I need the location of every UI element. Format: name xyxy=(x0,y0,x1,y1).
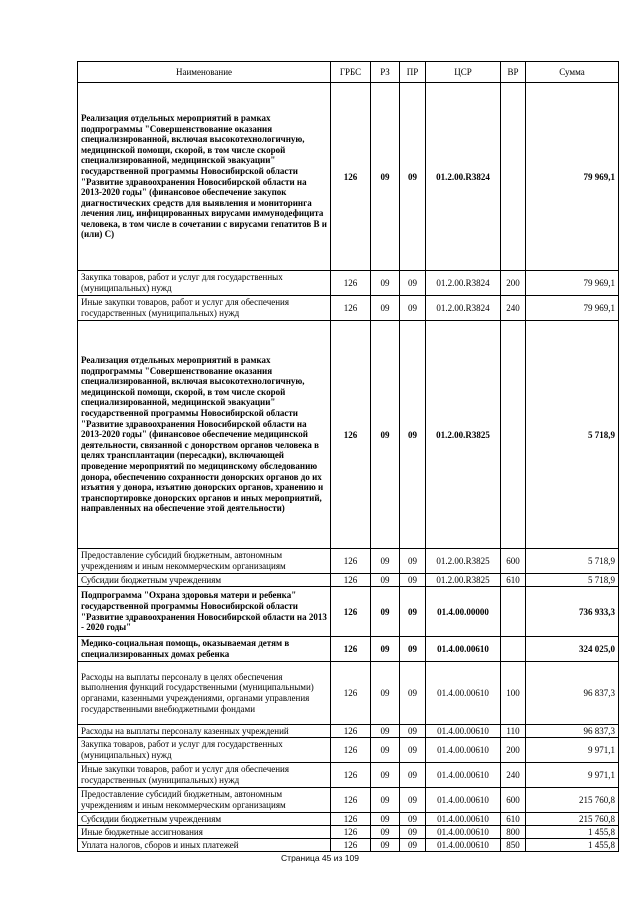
cell-csr: 01.4.00.00610 xyxy=(426,826,501,839)
cell-name: Закупка товаров, работ и услуг для государственных (муниципальных) нужд xyxy=(78,738,331,763)
cell-pr: 09 xyxy=(400,587,426,637)
cell-csr: 01.2.00.R3824 xyxy=(426,83,501,271)
table-row xyxy=(78,637,619,662)
table-row xyxy=(78,788,619,813)
cell-rz: 09 xyxy=(371,549,400,574)
header-rz: РЗ xyxy=(371,62,400,83)
cell-name: Расходы на выплаты персоналу казенных учреждений xyxy=(78,725,331,738)
cell-pr: 09 xyxy=(400,662,426,725)
cell-pr: 09 xyxy=(400,813,426,826)
cell-name: Иные бюджетные ассигнования xyxy=(78,826,331,839)
cell-pr: 09 xyxy=(400,549,426,574)
table-row xyxy=(78,271,619,296)
cell-csr: 01.4.00.00610 xyxy=(426,813,501,826)
cell-grbs: 126 xyxy=(331,321,371,549)
cell-csr: 01.4.00.00610 xyxy=(426,738,501,763)
header-csr: ЦСР xyxy=(426,62,501,83)
cell-csr: 01.4.00.00610 xyxy=(426,788,501,813)
cell-grbs: 126 xyxy=(331,296,371,321)
budget-table xyxy=(77,61,619,852)
table-row xyxy=(78,839,619,852)
cell-name: Медико-социальная помощь, оказываемая детям в специализированных домах ребенка xyxy=(78,637,331,662)
table-header-row xyxy=(78,62,619,83)
cell-rz: 09 xyxy=(371,763,400,788)
page-number: Страница 45 из 109 xyxy=(281,853,359,863)
cell-pr: 09 xyxy=(400,788,426,813)
cell-csr: 01.2.00.R3824 xyxy=(426,271,501,296)
table-row xyxy=(78,662,619,725)
cell-sum: 736 933,3 xyxy=(526,587,619,637)
cell-vr xyxy=(501,637,526,662)
cell-vr: 200 xyxy=(501,738,526,763)
cell-name: Иные закупки товаров, работ и услуг для обеспечения государственных (муниципальных) нужд xyxy=(78,763,331,788)
table-row xyxy=(78,574,619,587)
header-sum: Сумма xyxy=(526,62,619,83)
cell-sum: 79 969,1 xyxy=(526,83,619,271)
cell-sum: 5 718,9 xyxy=(526,321,619,549)
cell-csr: 01.2.00.R3824 xyxy=(426,296,501,321)
cell-name: Предоставление субсидий бюджетным, автономным учреждениям и иным некоммерческим организациям xyxy=(78,788,331,813)
cell-csr: 01.4.00.00610 xyxy=(426,763,501,788)
cell-pr: 09 xyxy=(400,574,426,587)
cell-pr: 09 xyxy=(400,725,426,738)
cell-grbs: 126 xyxy=(331,83,371,271)
cell-csr: 01.2.00.R3825 xyxy=(426,321,501,549)
cell-rz: 09 xyxy=(371,296,400,321)
cell-grbs: 126 xyxy=(331,839,371,852)
cell-pr: 09 xyxy=(400,738,426,763)
cell-vr: 600 xyxy=(501,549,526,574)
table-row xyxy=(78,296,619,321)
cell-grbs: 126 xyxy=(331,788,371,813)
table-body xyxy=(78,83,619,852)
cell-grbs: 126 xyxy=(331,574,371,587)
cell-sum: 79 969,1 xyxy=(526,296,619,321)
cell-rz: 09 xyxy=(371,83,400,271)
header-vr: ВР xyxy=(501,62,526,83)
cell-name: Субсидии бюджетным учреждениям xyxy=(78,574,331,587)
cell-vr: 610 xyxy=(501,813,526,826)
cell-sum: 9 971,1 xyxy=(526,738,619,763)
cell-rz: 09 xyxy=(371,738,400,763)
cell-sum: 1 455,8 xyxy=(526,826,619,839)
cell-name: Иные закупки товаров, работ и услуг для обеспечения государственных (муниципальных) нужд xyxy=(78,296,331,321)
table-row xyxy=(78,763,619,788)
cell-vr: 240 xyxy=(501,296,526,321)
cell-grbs: 126 xyxy=(331,813,371,826)
cell-grbs: 126 xyxy=(331,662,371,725)
cell-sum: 215 760,8 xyxy=(526,788,619,813)
header-grbs: ГРБС xyxy=(331,62,371,83)
cell-csr: 01.4.00.00000 xyxy=(426,587,501,637)
cell-vr: 610 xyxy=(501,574,526,587)
cell-vr: 100 xyxy=(501,662,526,725)
cell-csr: 01.2.00.R3825 xyxy=(426,549,501,574)
cell-sum: 1 455,8 xyxy=(526,839,619,852)
cell-pr: 09 xyxy=(400,839,426,852)
cell-sum: 9 971,1 xyxy=(526,763,619,788)
cell-grbs: 126 xyxy=(331,738,371,763)
cell-rz: 09 xyxy=(371,574,400,587)
header-pr: ПР xyxy=(400,62,426,83)
cell-grbs: 126 xyxy=(331,549,371,574)
cell-rz: 09 xyxy=(371,662,400,725)
budget-table-container xyxy=(77,61,618,852)
cell-grbs: 126 xyxy=(331,637,371,662)
cell-sum: 96 837,3 xyxy=(526,725,619,738)
table-row xyxy=(78,549,619,574)
cell-vr: 200 xyxy=(501,271,526,296)
cell-vr xyxy=(501,587,526,637)
cell-sum: 5 718,9 xyxy=(526,549,619,574)
cell-name: Закупка товаров, работ и услуг для государственных (муниципальных) нужд xyxy=(78,271,331,296)
cell-csr: 01.4.00.00610 xyxy=(426,662,501,725)
cell-sum: 5 718,9 xyxy=(526,574,619,587)
cell-sum: 79 969,1 xyxy=(526,271,619,296)
cell-vr xyxy=(501,321,526,549)
cell-pr: 09 xyxy=(400,826,426,839)
cell-pr: 09 xyxy=(400,271,426,296)
cell-name: Расходы на выплаты персоналу в целях обеспечения выполнения функций государственными (муниципальными) органами, казенными учреждениями, органами управления государственными внебюджетными фондами xyxy=(78,662,331,725)
cell-rz: 09 xyxy=(371,826,400,839)
cell-grbs: 126 xyxy=(331,763,371,788)
cell-rz: 09 xyxy=(371,637,400,662)
cell-csr: 01.4.00.00610 xyxy=(426,637,501,662)
cell-grbs: 126 xyxy=(331,826,371,839)
cell-grbs: 126 xyxy=(331,587,371,637)
table-row xyxy=(78,83,619,271)
cell-sum: 324 025,0 xyxy=(526,637,619,662)
cell-name: Подпрограмма "Охрана здоровья матери и ребенка" государственной программы Новосибирской области "Развитие здравоохранения Новосибирской области на 2013 - 2020 годы" xyxy=(78,587,331,637)
cell-vr xyxy=(501,83,526,271)
cell-pr: 09 xyxy=(400,763,426,788)
cell-pr: 09 xyxy=(400,321,426,549)
cell-name: Уплата налогов, сборов и иных платежей xyxy=(78,839,331,852)
cell-rz: 09 xyxy=(371,725,400,738)
table-row xyxy=(78,321,619,549)
cell-csr: 01.4.00.00610 xyxy=(426,725,501,738)
cell-vr: 850 xyxy=(501,839,526,852)
cell-sum: 96 837,3 xyxy=(526,662,619,725)
cell-pr: 09 xyxy=(400,637,426,662)
cell-rz: 09 xyxy=(371,839,400,852)
header-name: Наименование xyxy=(78,62,331,83)
cell-vr: 110 xyxy=(501,725,526,738)
cell-csr: 01.4.00.00610 xyxy=(426,839,501,852)
cell-csr: 01.2.00.R3825 xyxy=(426,574,501,587)
cell-rz: 09 xyxy=(371,813,400,826)
cell-name: Реализация отдельных мероприятий в рамках подпрограммы "Совершенствование оказания специализированной, включая высокотехнологичную, медицинской помощи, скорой, в том числе скорой специализированной, медицинской эвакуации" государственной программы Новосибирской области "Развитие здравоохранения Новосибирской области на 2013-2020 годы" (финансовое обеспечение медицинской деятельности, связанной с донорством органов человека в целях трансплантации (пересадки), включающей проведение мероприятий по медицинскому обследованию донора, обеспечению сохранности донорских органов до их изъятия у донора, изъятию донорских органов, хранению и транспортировке донорских органов и иных мероприятий, направленных на обеспечение этой деятельности) xyxy=(78,321,331,549)
table-row xyxy=(78,826,619,839)
cell-rz: 09 xyxy=(371,587,400,637)
cell-vr: 240 xyxy=(501,763,526,788)
table-row xyxy=(78,813,619,826)
cell-grbs: 126 xyxy=(331,271,371,296)
table-row xyxy=(78,587,619,637)
table-row xyxy=(78,738,619,763)
cell-rz: 09 xyxy=(371,321,400,549)
cell-rz: 09 xyxy=(371,788,400,813)
cell-name: Субсидии бюджетным учреждениям xyxy=(78,813,331,826)
cell-pr: 09 xyxy=(400,83,426,271)
cell-rz: 09 xyxy=(371,271,400,296)
cell-vr: 800 xyxy=(501,826,526,839)
table-row xyxy=(78,725,619,738)
cell-name: Реализация отдельных мероприятий в рамках подпрограммы "Совершенствование оказания специализированной, включая высокотехнологичную, медицинской помощи, скорой, в том числе скорой специализированной, медицинской эвакуации" государственной программы Новосибирской области "Развитие здравоохранения Новосибирской области на 2013-2020 годы" (финансовое обеспечение закупок диагностических средств для выявления и мониторинга лечения лиц, инфицированных вирусами иммунодефицита человека, в том числе в сочетании с вирусами гепатитов В и (или) С) xyxy=(78,83,331,271)
cell-name: Предоставление субсидий бюджетным, автономным учреждениям и иным некоммерческим организациям xyxy=(78,549,331,574)
cell-grbs: 126 xyxy=(331,725,371,738)
cell-vr: 600 xyxy=(501,788,526,813)
cell-pr: 09 xyxy=(400,296,426,321)
cell-sum: 215 760,8 xyxy=(526,813,619,826)
